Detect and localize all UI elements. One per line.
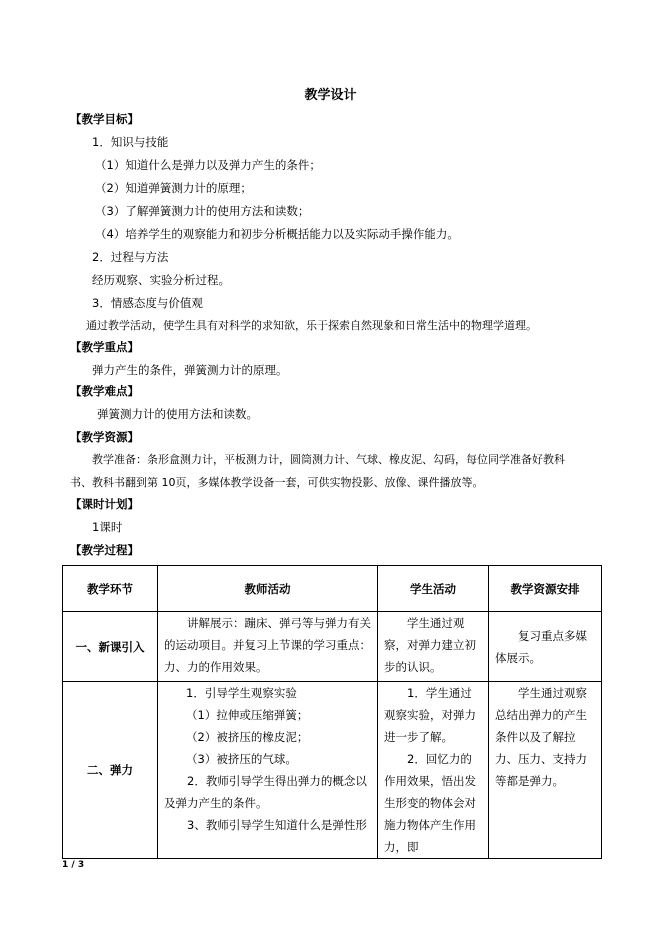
resources-heading: 【教学资源】 — [70, 430, 139, 444]
row2-resource: 学生通过观察总结出弹力的产生条件以及了解拉力、压力、支持力等都是弹力。 — [489, 682, 602, 859]
resources-text-line2: 书、教科书翻到第 10页，多媒体教学设备一套，可供实物投影、放像、课件播放等。 — [70, 476, 484, 489]
row2-teacher-line6: 3、教师引导学生知道什么是弹性形 — [187, 818, 367, 832]
table-header-row — [63, 566, 602, 612]
objective-1-4: （4）培养学生的观察能力和初步分析概括能力以及实际动手操作能力。 — [95, 227, 459, 241]
difficulty-heading: 【教学难点】 — [70, 384, 139, 398]
objective-1-3: （3）了解弹簧测力计的使用方法和读数； — [95, 204, 310, 218]
page-title: 教学设计 — [304, 88, 357, 103]
key-points-text: 弹力产生的条件，弹簧测力计的原理。 — [92, 363, 288, 377]
header-student: 学生活动 — [378, 566, 489, 612]
row2-teacher-line5: 2．教师引导学生得出弹力的概念以及弹力产生的条件。 — [164, 774, 367, 810]
header-teacher: 教师活动 — [158, 566, 378, 612]
process-table — [62, 565, 602, 859]
objective-1: 1．知识与技能 — [92, 135, 169, 149]
difficulty-text: 弹簧测力计的使用方法和读数。 — [97, 407, 258, 421]
process-heading: 【教学过程】 — [70, 543, 139, 557]
row2-teacher-line4: （3）被挤压的气球。 — [186, 752, 297, 766]
key-points-heading: 【教学重点】 — [70, 340, 139, 354]
row2-teacher-line1: 1．引导学生观察实验 — [186, 686, 297, 700]
row2-teacher — [158, 682, 378, 859]
row1-student: 学生通过观察，对弹力建立初步的认识。 — [378, 612, 489, 682]
objectives-heading: 【教学目标】 — [70, 112, 139, 126]
schedule-text: 1课时 — [92, 520, 123, 534]
resources-text-line1: 教学准备：条形盒测力计，平板测力计，圆筒测力计、气球、橡皮泥、勾码，每位同学准备好教科 — [92, 453, 565, 466]
row2-teacher-line3: （2）被挤压的橡皮泥； — [186, 730, 309, 744]
table-row — [63, 682, 602, 859]
objective-2: 2．过程与方法 — [92, 250, 169, 264]
row1-resource: 复习重点多媒体展示。 — [489, 612, 602, 682]
row2-student-para2: 2．回忆力的作用效果，悟出发生形变的物体会对施力物体产生作用力，即 — [384, 752, 476, 854]
table-row — [63, 612, 602, 682]
header-resource: 教学资源安排 — [489, 566, 602, 612]
header-stage: 教学环节 — [63, 566, 158, 612]
row2-student — [378, 682, 489, 859]
row2-teacher-line2: （1）拉伸或压缩弹簧； — [186, 708, 309, 722]
row1-stage: 一、新课引入 — [63, 612, 158, 682]
objective-1-1: （1）知道什么是弹力以及弹力产生的条件； — [95, 158, 321, 172]
row2-student-para1: 1．学生通过观察实验，对弹力进一步了解。 — [384, 686, 476, 744]
schedule-heading: 【课时计划】 — [70, 497, 139, 511]
page-number: 1 / 3 — [62, 860, 85, 870]
objective-1-2: （2）知道弹簧测力计的原理； — [95, 181, 252, 195]
row2-stage: 二、弹力 — [63, 682, 158, 859]
objective-2-text: 经历观察、实验分析过程。 — [92, 273, 230, 287]
objective-3: 3．情感态度与价值观 — [92, 296, 203, 310]
objective-3-text: 通过教学活动，使学生具有对科学的求知欲，乐于探索自然现象和日常生活中的物理学道理。 — [86, 319, 537, 332]
row1-teacher: 讲解展示：蹦床、弹弓等与弹力有关的运动项目。并复习上节课的学习重点：力、力的作用效果。 — [158, 612, 378, 682]
